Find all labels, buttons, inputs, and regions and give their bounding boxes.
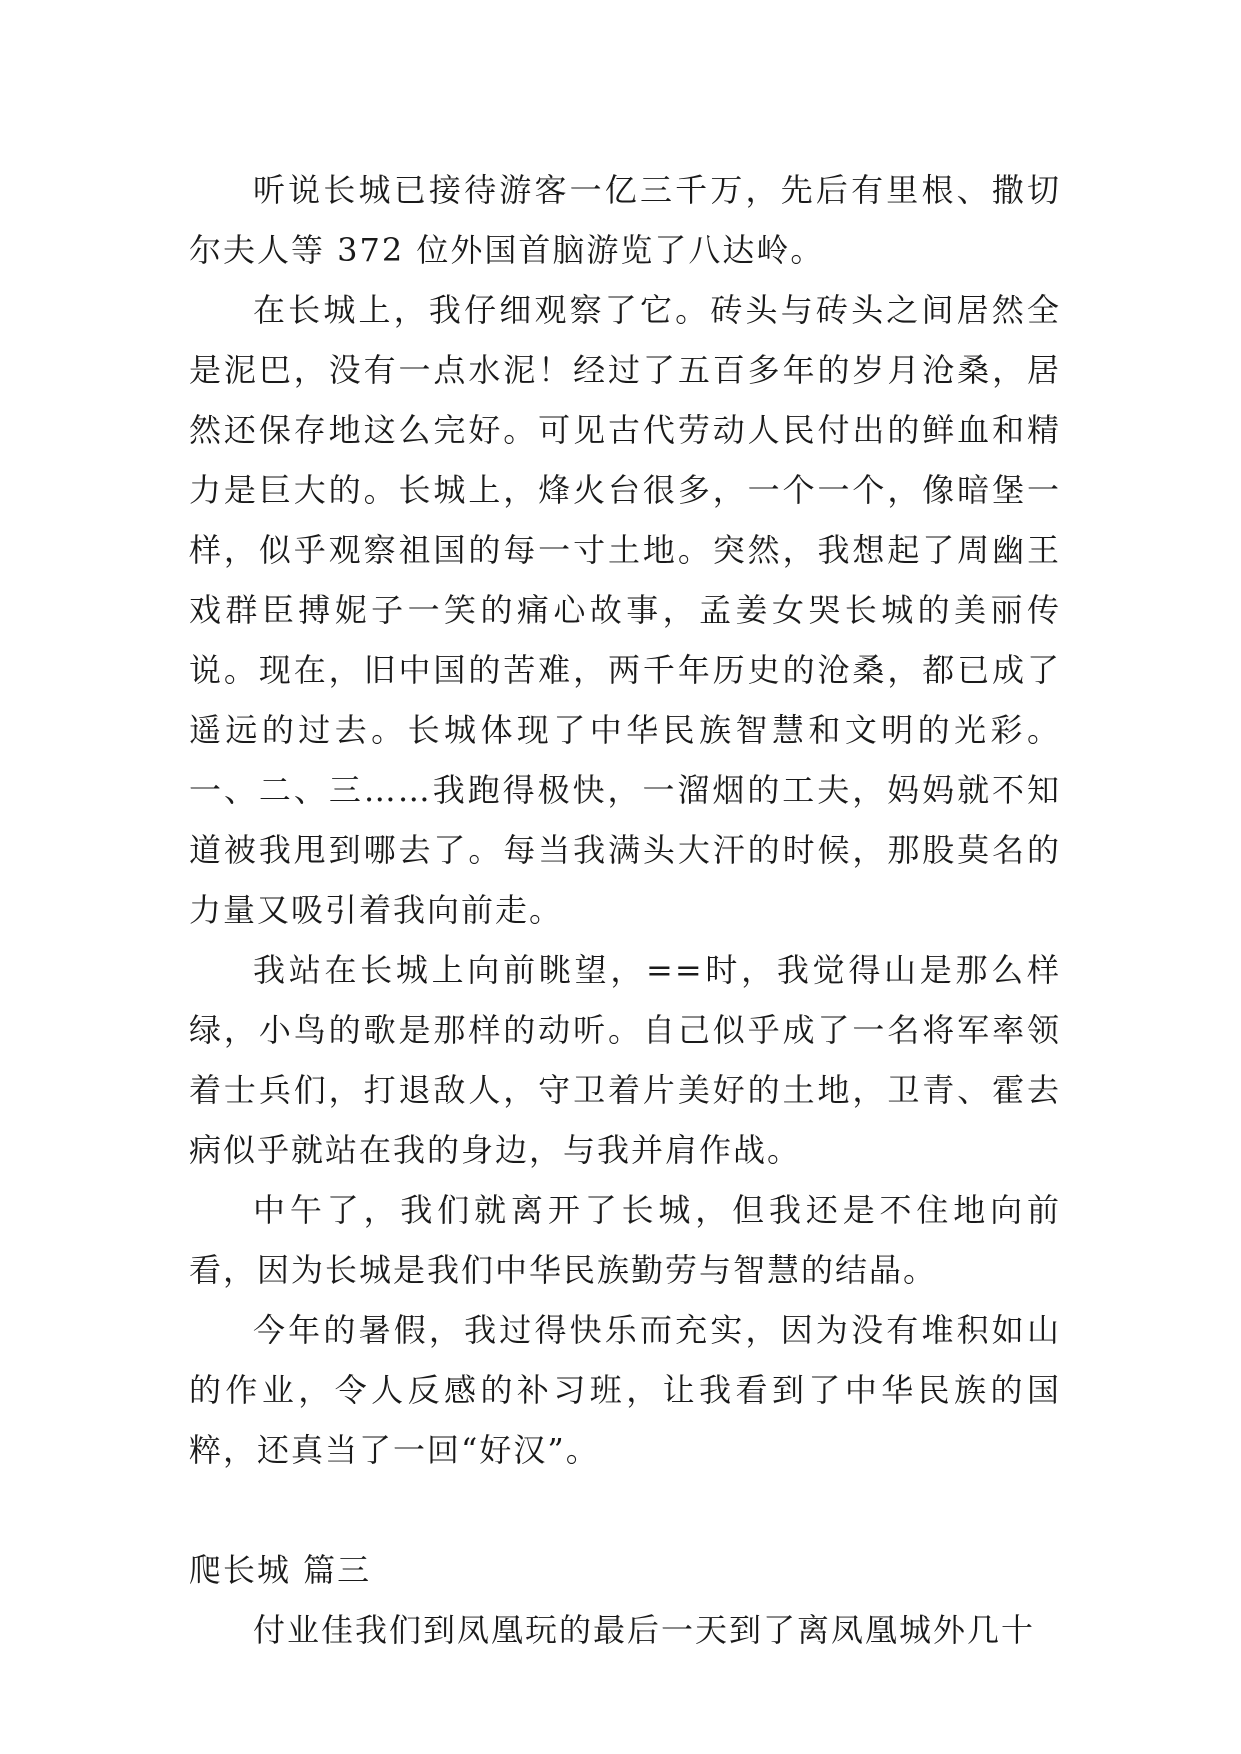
paragraph-observation: 在长城上，我仔细观察了它。砖头与砖头之间居然全是泥巴，没有一点水泥！经过了五百多年的岁月沧桑，居然还保存地这么完好。可见古代劳动人民付出的鲜血和精力是巨大的。长城上，烽火台很多，一个一个，像暗堡一样，似乎观察祖国的每一寸土地。突然，我想起了周幽王戏群臣搏妮子一笑的痛心故事，孟姜女哭长城的美丽传说。现在，旧中国的苦难，两千年历史的沧桑，都已成了遥远的过去。长城体现了中华民族智慧和文明的光彩。一、二、三……我跑得极快，一溜烟的工夫，妈妈就不知道被我甩到哪去了。每当我满头大汗的时候，那股莫名的力量又吸引着我向前走。 bbox=[189, 291, 1061, 929]
paragraph-visitors: 听说长城已接待游客一亿三千万，先后有里根、撒切尔夫人等 372 位外国首脑游览了八达岭。 bbox=[189, 171, 1061, 269]
document-body bbox=[189, 160, 1061, 1660]
paragraph-summer: 今年的暑假，我过得快乐而充实，因为没有堆积如山的作业，令人反感的补习班，让我看到了中华民族的国粹，还真当了一回“好汉”。 bbox=[189, 1311, 1061, 1469]
paragraph-view: 我站在长城上向前眺望，==时，我觉得山是那么样绿，小鸟的歌是那样的动听。自己似乎成了一名将军率领着士兵们，打退敌人，守卫着片美好的土地，卫青、霍去病似乎就站在我的身边，与我并肩作战。 bbox=[189, 951, 1061, 1169]
section-heading: 爬长城 篇三 bbox=[189, 1551, 372, 1589]
paragraph-phoenix: 付业佳我们到凤凰玩的最后一天到了离凤凰城外几十 bbox=[253, 1611, 1036, 1649]
paragraph-noon: 中午了，我们就离开了长城，但我还是不住地向前看，因为长城是我们中华民族勤劳与智慧的结晶。 bbox=[189, 1191, 1061, 1289]
